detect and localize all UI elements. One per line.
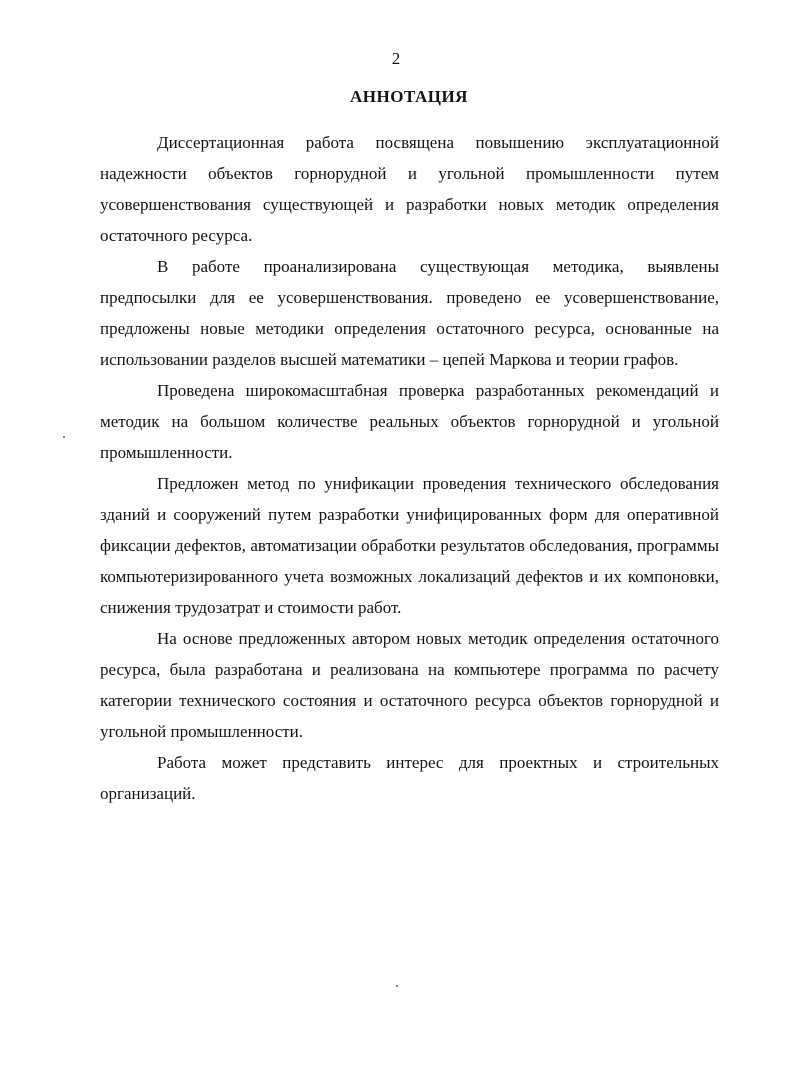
- paragraph-2: В работе проанализирована существующая методика, выявлены предпосылки для ее усовершенствования. проведено ее усовершенствование, предложены новые методики определения остаточного ресурса, основанные на использовании разделов высшей математики – цепей Маркова и теории графов.: [100, 257, 719, 369]
- paragraph-6: Работа может представить интерес для проектных и строительных организаций.: [100, 753, 719, 803]
- scan-speck: [63, 436, 65, 438]
- page-title: АННОТАЦИЯ: [350, 87, 468, 106]
- paragraph-1: Диссертационная работа посвящена повышению эксплуатационной надежности объектов горнорудной и угольной промышленности путем усовершенствования существующей и разработки новых методик определения остаточного ресурса.: [100, 133, 719, 245]
- scan-speck: [396, 985, 398, 987]
- annotation-body: [100, 127, 719, 809]
- paragraph-3: Проведена широкомасштабная проверка разработанных рекомендаций и методик на большом количестве реальных объектов горнорудной и угольной промышленности.: [100, 381, 719, 462]
- paragraph-5: На основе предложенных автором новых методик определения остаточного ресурса, была разработана и реализована на компьютере программа по расчету категории технического состояния и остаточного ресурса объектов горнорудной и угольной промышленности.: [100, 629, 719, 741]
- page-number: 2: [391, 49, 401, 68]
- paragraph-4: Предложен метод по унификации проведения технического обследования зданий и сооружений путем разработки унифицированных форм для оперативной фиксации дефектов, автоматизации обработки результатов обследования, программы компьютеризированного учета возможных локализаций дефектов и их компоновки, снижения трудозатрат и стоимости работ.: [100, 474, 719, 617]
